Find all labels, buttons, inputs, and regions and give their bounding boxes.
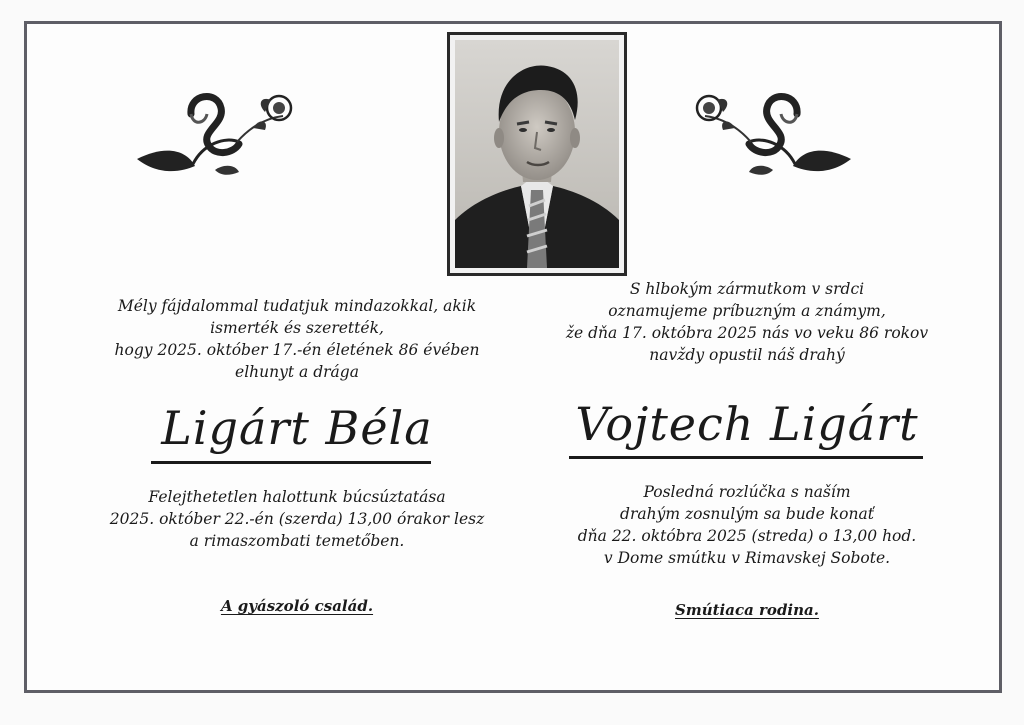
portrait-photo (455, 40, 619, 268)
right-signature: Smútiaca rodina. (675, 601, 819, 619)
left-funeral-text (87, 486, 507, 552)
right-funeral-text (527, 481, 967, 569)
right-funeral-line: Posledná rozlúčka s naším (643, 483, 851, 501)
left-funeral-line: Felejthetetlen halottunk búcsúztatása (148, 488, 446, 506)
right-intro-line: oznamujeme príbuzným a známym, (608, 302, 886, 320)
left-funeral-line: a rimaszombati temetőben. (189, 532, 405, 550)
left-intro-line: elhunyt a drága (235, 363, 359, 381)
name-underline (569, 456, 923, 459)
name-underline (151, 461, 431, 464)
left-intro-line: Mély fájdalommal tudatjuk mindazokkal, akik (117, 297, 477, 315)
right-intro-line: S hlbokým zármutkom v srdci (629, 280, 865, 298)
left-intro-line: ismerték és szerették, (210, 319, 384, 337)
right-intro-line: navždy opustil náš drahý (649, 346, 845, 364)
left-signature: A gyászoló család. (220, 597, 374, 615)
right-funeral-line: v Dome smútku v Rimavskej Sobote. (603, 549, 891, 567)
deceased-name-hungarian: Ligárt Béla (161, 401, 433, 455)
rose-ribbon-icon (133, 84, 301, 184)
right-intro-line: že dňa 17. októbra 2025 nás vo veku 86 rokov (565, 324, 929, 342)
deceased-name-slovak: Vojtech Ligárt (575, 397, 919, 451)
left-intro-text (87, 295, 507, 383)
right-funeral-line: dňa 22. októbra 2025 (streda) o 13,00 hod. (577, 527, 917, 545)
right-funeral-line: drahým zosnulým sa bude konať (620, 505, 874, 523)
obituary-card (24, 21, 1002, 693)
left-intro-line: hogy 2025. október 17.-én életének 86 évében (114, 341, 480, 359)
right-intro-text (527, 278, 967, 366)
rose-ribbon-icon (687, 84, 855, 184)
portrait-frame (447, 32, 627, 276)
left-funeral-line: 2025. október 22.-én (szerda) 13,00 órakor lesz (109, 510, 485, 528)
